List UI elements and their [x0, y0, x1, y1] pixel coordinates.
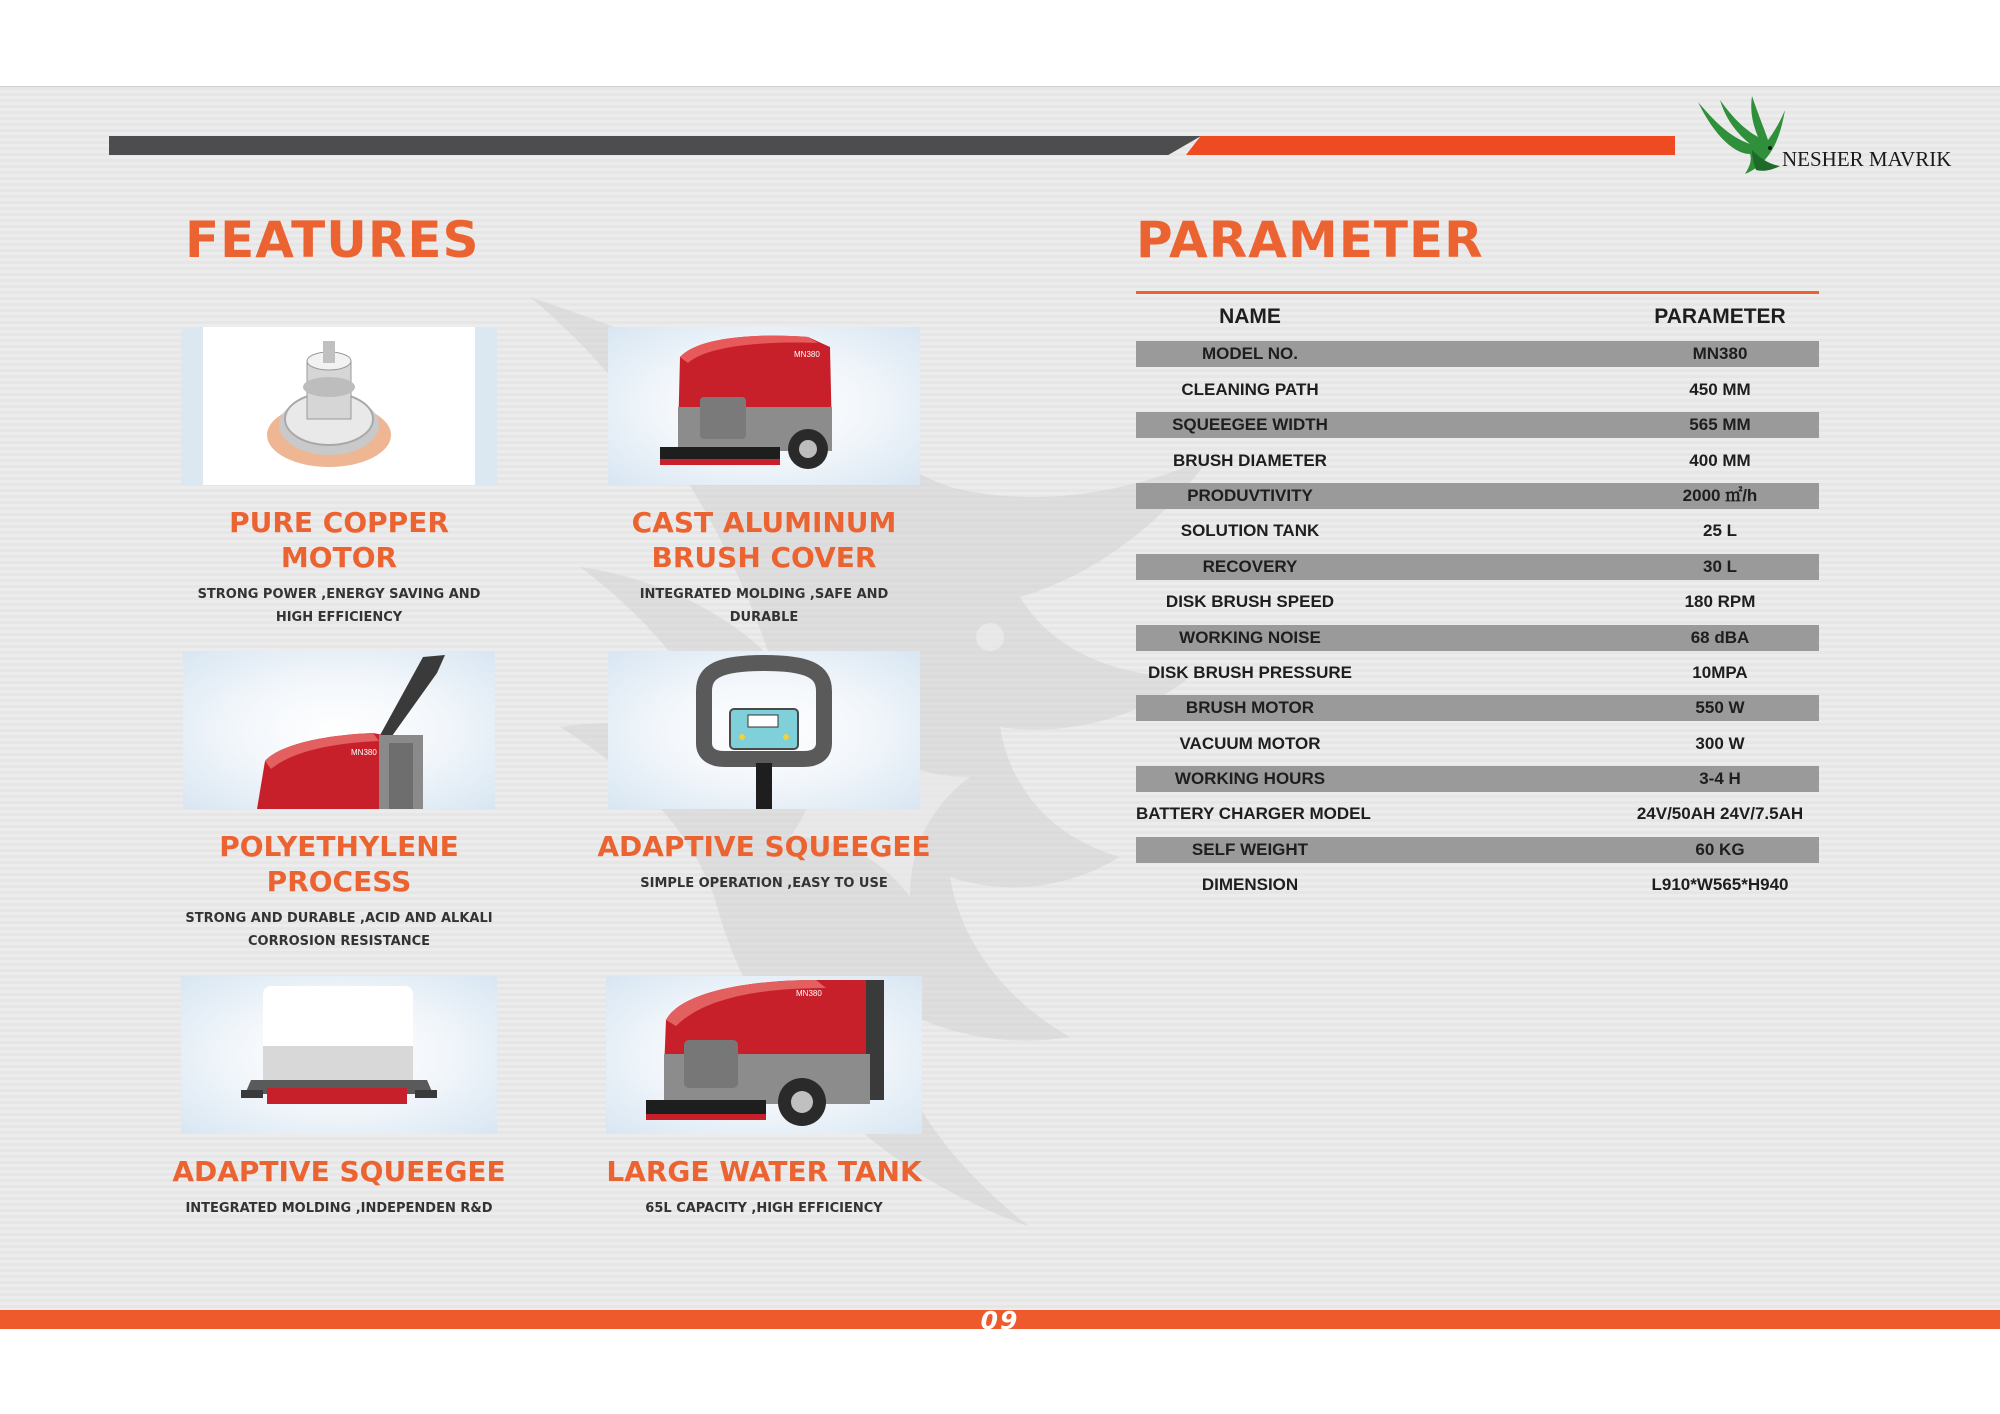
parameter-divider [1136, 291, 1819, 294]
param-value: L910*W565*H940 [1651, 875, 1789, 895]
feature-card [169, 651, 509, 953]
brand-name: NESHER MAVRIK [1782, 147, 1952, 171]
page-number: 09 [980, 1306, 1020, 1329]
param-name: VACUUM MOTOR [1179, 733, 1321, 753]
header-bar-dark [109, 136, 1201, 155]
feature-description: STRONG POWER ,ENERGY SAVING AND HIGH EFFICIENCY [197, 587, 481, 625]
param-value: 565 MM [1689, 415, 1751, 435]
table-row [1136, 759, 1819, 794]
param-name: BRUSH MOTOR [1185, 698, 1315, 718]
feature-description: INTEGRATED MOLDING ,INDEPENDEN R&D [185, 1201, 493, 1216]
feature-title: ADAPTIVE SQUEEGEE [172, 1155, 506, 1188]
table-row [1136, 794, 1819, 829]
feature-title: POLYETHYLENE PROCESS [219, 830, 459, 898]
copper-motor-image [181, 327, 497, 485]
param-name: RECOVERY [1202, 556, 1298, 576]
table-row [1136, 476, 1819, 511]
param-name: WORKING NOISE [1179, 627, 1321, 647]
scrubber-machine-side-image [608, 327, 920, 485]
param-name: DISK BRUSH SPEED [1165, 592, 1335, 612]
feature-card [169, 327, 509, 629]
table-row [1136, 334, 1819, 369]
table-row [1136, 441, 1819, 476]
param-name: PRODUVTIVITY [1187, 485, 1313, 505]
param-value: MN380 [1692, 344, 1748, 364]
param-name: BRUSH DIAMETER [1173, 450, 1327, 470]
table-row [1136, 405, 1819, 440]
param-value: 400 MM [1689, 450, 1751, 470]
table-row [1136, 830, 1819, 865]
table-row [1136, 724, 1819, 759]
param-name: MODEL NO. [1201, 344, 1299, 364]
param-value: 3-4 H [1699, 769, 1741, 789]
table-row [1136, 688, 1819, 723]
feature-card [594, 651, 934, 895]
param-value: 450 MM [1689, 379, 1751, 399]
table-header [1136, 299, 1819, 334]
parameter-title: PARAMETER [1136, 211, 1484, 269]
table-row [1136, 618, 1819, 653]
feature-title: PURE COPPER MOTOR [229, 506, 449, 574]
table-row [1136, 582, 1819, 617]
feature-card [594, 976, 934, 1220]
machine-label: MN380 [351, 748, 377, 757]
brand-logo [1690, 92, 1960, 182]
scrubber-machine-full-image [606, 976, 922, 1134]
param-name: BATTERY CHARGER MODEL [1136, 804, 1371, 824]
feature-description: STRONG AND DURABLE ,ACID AND ALKALI CORROSION RESISTANCE [185, 911, 493, 949]
feature-description: INTEGRATED MOLDING ,SAFE AND DURABLE [639, 587, 889, 625]
param-name: DIMENSION [1201, 875, 1299, 895]
table-row [1136, 865, 1819, 900]
feature-description: 65L CAPACITY ,HIGH EFFICIENCY [645, 1201, 883, 1216]
param-value: 550 W [1695, 698, 1745, 718]
param-value: 10MPA [1692, 662, 1748, 682]
scrubber-body-handle-image [183, 651, 495, 809]
machine-label: MN380 [794, 350, 820, 359]
param-name: CLEANING PATH [1181, 379, 1319, 399]
param-name: SELF WEIGHT [1191, 839, 1309, 859]
control-handle-image [608, 651, 920, 809]
param-name: DISK BRUSH PRESSURE [1147, 662, 1353, 682]
param-name: WORKING HOURS [1174, 769, 1326, 789]
table-row [1136, 653, 1819, 688]
features-title: FEATURES [185, 211, 480, 269]
param-value: 30 L [1702, 556, 1738, 576]
param-value: 68 dBA [1690, 627, 1750, 647]
param-value: 25 L [1702, 521, 1738, 541]
param-value: 180 RPM [1684, 592, 1756, 612]
catalog-page [0, 86, 2000, 1329]
param-value: 60 KG [1695, 839, 1745, 859]
feature-card [169, 976, 509, 1220]
param-name: SOLUTION TANK [1180, 521, 1320, 541]
column-header-name: NAME [1219, 305, 1281, 328]
param-value: 300 W [1695, 733, 1745, 753]
feature-description: SIMPLE OPERATION ,EASY TO USE [640, 876, 888, 891]
squeegee-base-image [181, 976, 497, 1134]
table-row [1136, 370, 1819, 405]
machine-label: MN380 [796, 989, 822, 998]
parameter-table [1136, 299, 1819, 901]
param-value: 2000 ㎡/h [1682, 485, 1758, 505]
feature-card [594, 327, 934, 629]
header-bar-orange [1186, 136, 1675, 155]
column-header-parameter: PARAMETER [1654, 305, 1786, 328]
table-row [1136, 511, 1819, 546]
feature-title: CAST ALUMINUM BRUSH COVER [631, 506, 897, 574]
feature-title: LARGE WATER TANK [606, 1155, 922, 1188]
feature-title: ADAPTIVE SQUEEGEE [597, 830, 931, 863]
table-row [1136, 547, 1819, 582]
param-name: SQUEEGEE WIDTH [1172, 415, 1328, 435]
param-value: 24V/50AH 24V/7.5AH [1636, 804, 1804, 824]
